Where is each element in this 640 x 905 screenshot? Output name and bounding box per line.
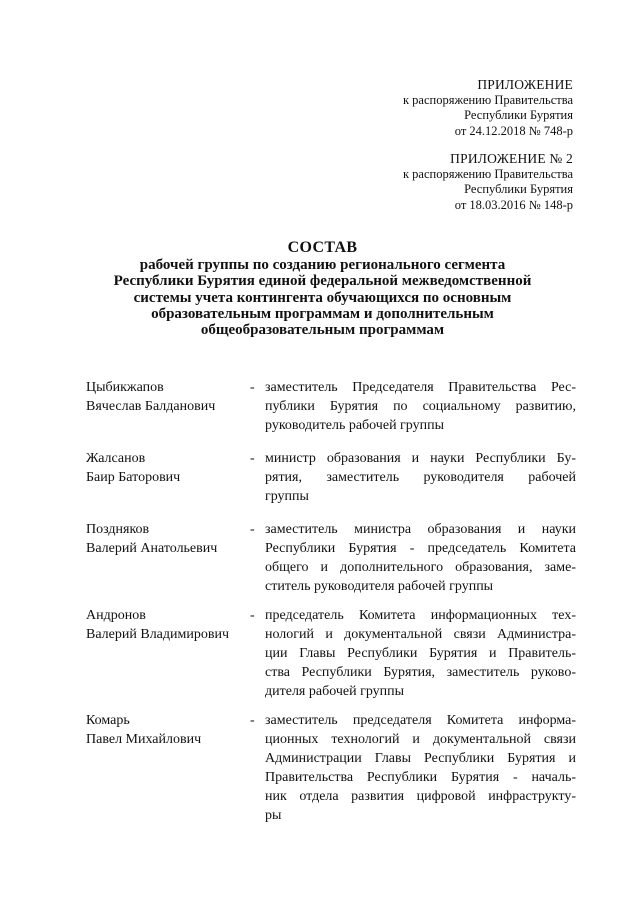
member-given-name: Валерий Анатольевич <box>86 541 218 556</box>
appendix-line: Республики Бурятия <box>464 182 573 196</box>
member-role-line: заместитель министра образования и науки <box>265 522 576 537</box>
member-role-line: ства Республики Бурятия, заместитель руково- <box>265 665 576 680</box>
member-role-line: руководитель рабочей группы <box>265 418 445 433</box>
document-subtitle-line: общеобразовательным программам <box>200 322 445 339</box>
document-title-block <box>80 240 565 338</box>
appendix-line: к распоряжению Правительства <box>402 166 573 181</box>
member-role-line: ник отдела развития цифровой инфраструкту- <box>265 789 576 804</box>
document-title: СОСТАВ <box>287 239 358 256</box>
member-role-line: Правительства Республики Бурятия - началь- <box>265 770 576 785</box>
member-role-line: председатель Комитета информационных тех- <box>265 608 576 623</box>
member-role-line: дителя рабочей группы <box>265 684 405 699</box>
member-surname: Жалсанов <box>86 451 146 466</box>
member-role-line: нологий и документальной связи Администра- <box>265 627 576 642</box>
member-dash: - <box>250 451 255 466</box>
member-name <box>86 711 246 749</box>
appendix-line: Республики Бурятия <box>464 108 573 122</box>
document-subtitle-line: рабочей группы по созданию регионального сегмента <box>139 257 506 274</box>
member-dash: - <box>250 522 255 537</box>
member-given-name: Баир Баторович <box>86 470 181 485</box>
member-role-line: Республики Бурятия - председатель Комитета <box>265 541 576 556</box>
member-role-line: группы <box>265 489 309 504</box>
member-role <box>265 606 576 701</box>
appendix-line: к распоряжению Правительства <box>402 92 573 107</box>
member-surname: Поздняков <box>86 522 150 537</box>
member-surname: Цыбикжапов <box>86 380 164 395</box>
member-role-line: ститель руководителя рабочей группы <box>265 579 494 594</box>
document-subtitle-line: Республики Бурятия единой федеральной межведомственной <box>113 273 532 290</box>
member-surname: Комарь <box>86 713 130 728</box>
member-role-line: рятия, заместитель руководителя рабочей <box>265 470 576 485</box>
document-subtitle-line: образовательным программам и дополнительным <box>151 305 494 322</box>
member-name <box>86 378 246 416</box>
appendix-header-2 <box>403 151 573 213</box>
member-dash: - <box>250 380 255 395</box>
member-given-name: Павел Михайлович <box>86 732 202 747</box>
member-given-name: Валерий Владимирович <box>86 627 230 642</box>
appendix-date-number: от 18.03.2016 № 148-р <box>454 197 573 212</box>
member-given-name: Вячеслав Балданович <box>86 399 216 414</box>
member-role-line: министр образования и науки Республики Бу- <box>265 451 576 466</box>
appendix-header-1 <box>403 77 573 139</box>
member-role-line: публики Бурятия по социальному развитию, <box>265 399 576 414</box>
appendix-heading: ПРИЛОЖЕНИЕ <box>477 77 573 92</box>
member-role <box>265 520 576 596</box>
member-role-line: ры <box>265 808 282 823</box>
appendix-heading: ПРИЛОЖЕНИЕ № 2 <box>450 151 573 166</box>
member-role-line: заместитель Председателя Правительства Рес- <box>265 380 576 395</box>
member-role <box>265 711 576 825</box>
member-name <box>86 520 246 558</box>
member-role-line: ционных технологий и документальной связи <box>265 732 576 747</box>
appendix-date-number: от 24.12.2018 № 748-р <box>454 123 573 138</box>
member-dash: - <box>250 608 255 623</box>
member-role-line: ции Главы Республики Бурятия и Правитель- <box>265 646 576 661</box>
member-role <box>265 378 576 435</box>
member-name <box>86 449 246 487</box>
member-role <box>265 449 576 506</box>
document-subtitle-line: системы учета контингента обучающихся по основным <box>133 289 512 306</box>
member-dash: - <box>250 713 255 728</box>
member-role-line: Администрации Главы Республики Бурятия и <box>265 751 576 766</box>
member-name <box>86 606 246 644</box>
member-role-line: общего и дополнительного образования, заме- <box>265 560 576 575</box>
member-role-line: заместитель председателя Комитета информа- <box>265 713 576 728</box>
member-surname: Андронов <box>86 608 146 623</box>
